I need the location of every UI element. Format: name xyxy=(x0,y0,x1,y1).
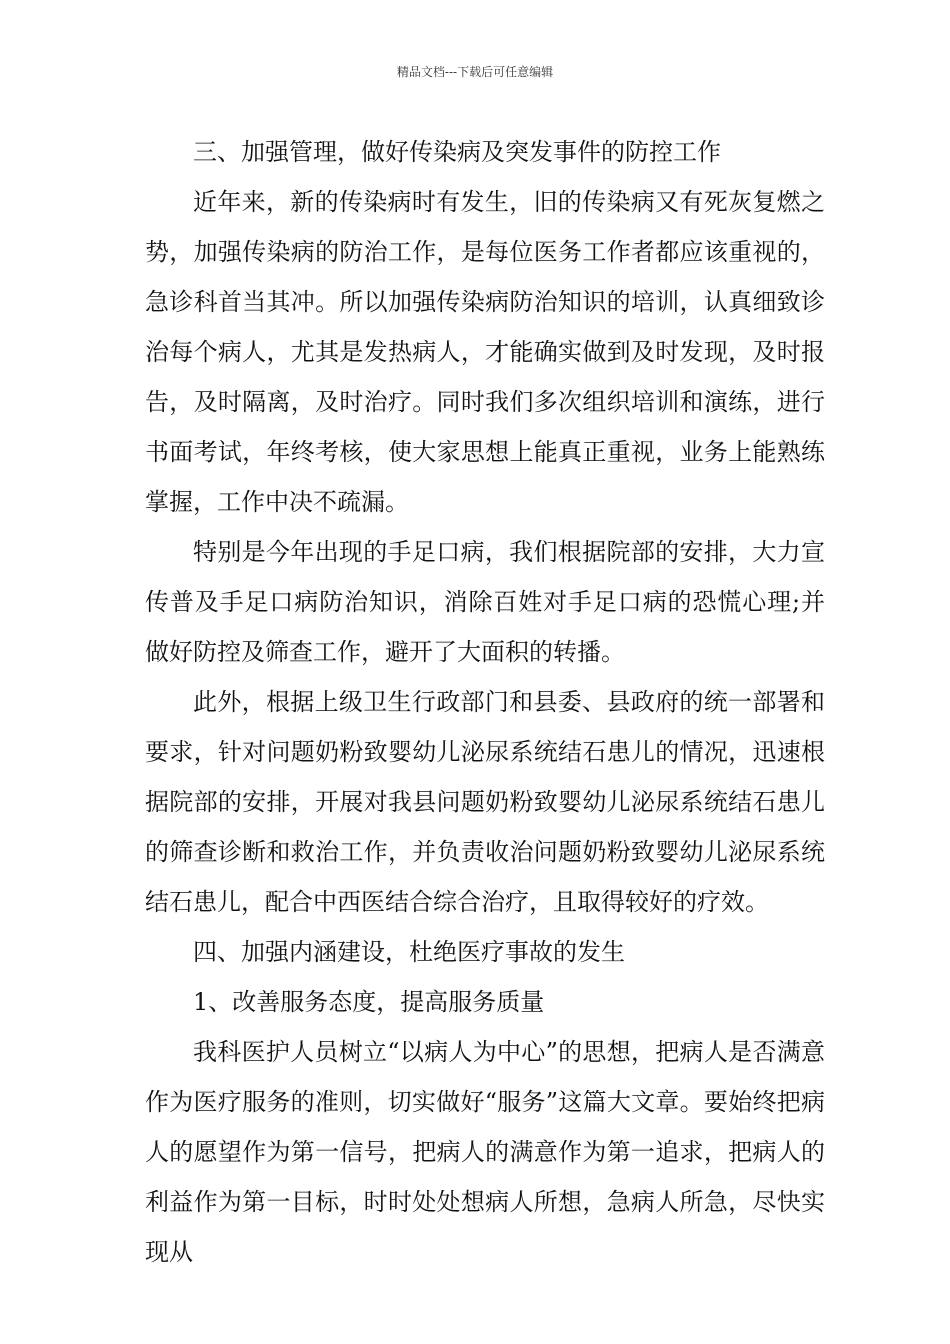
section-heading-3: 三、加强管理，做好传染病及突发事件的防控工作 xyxy=(193,138,721,166)
paragraph-infectious-disease: 近年来，新的传染病时有发生，旧的传染病又有死灰复燃之势，加强传染病的防治工作，是每位医务工作者都应该重视的，急诊科首当其冲。所以加强传染病防治知识的培训，认真细致诊治每个病人，尤其是发热病人，才能确实做到及时发现，及时报告，及时隔离，及时治疗。同时我们多次组织培训和演练，进行书面考试，年终考核，使大家思想上能真正重视，业务上能熟练掌握，工作中决不疏漏。 xyxy=(145,188,825,516)
paragraph-service-attitude: 我科医护人员树立“以病人为中心”的思想，把病人是否满意作为医疗服务的准则，切实做好“服务”这篇大文章。要始终把病人的愿望作为第一信号，把病人的满意作为第一追求，把病人的利益作为第一目标，时时处处想病人所想，急病人所急，尽快实现从 xyxy=(145,1038,825,1266)
subsection-heading-1: 1、改善服务态度，提高服务质量 xyxy=(193,988,545,1016)
paragraph-milk-powder: 此外，根据上级卫生行政部门和县委、县政府的统一部署和要求，针对问题奶粉致婴幼儿泌尿系统结石患儿的情况，迅速根据院部的安排，开展对我县问题奶粉致婴幼儿泌尿系统结石患儿的筛查诊断和救治工作，并负责收治问题奶粉致婴幼儿泌尿系统结石患儿，配合中西医结合综合治疗，且取得较好的疗效。 xyxy=(145,688,825,916)
page-header: 精品文档---下载后可任意编辑 xyxy=(396,65,554,79)
paragraph-hand-foot-mouth: 特别是今年出现的手足口病，我们根据院部的安排，大力宣传普及手足口病防治知识，消除百姓对手足口病的恐慌心理;并做好防控及筛查工作，避开了大面积的转播。 xyxy=(145,538,825,666)
section-heading-4: 四、加强内涵建设，杜绝医疗事故的发生 xyxy=(193,938,625,966)
document-body xyxy=(145,127,825,1277)
